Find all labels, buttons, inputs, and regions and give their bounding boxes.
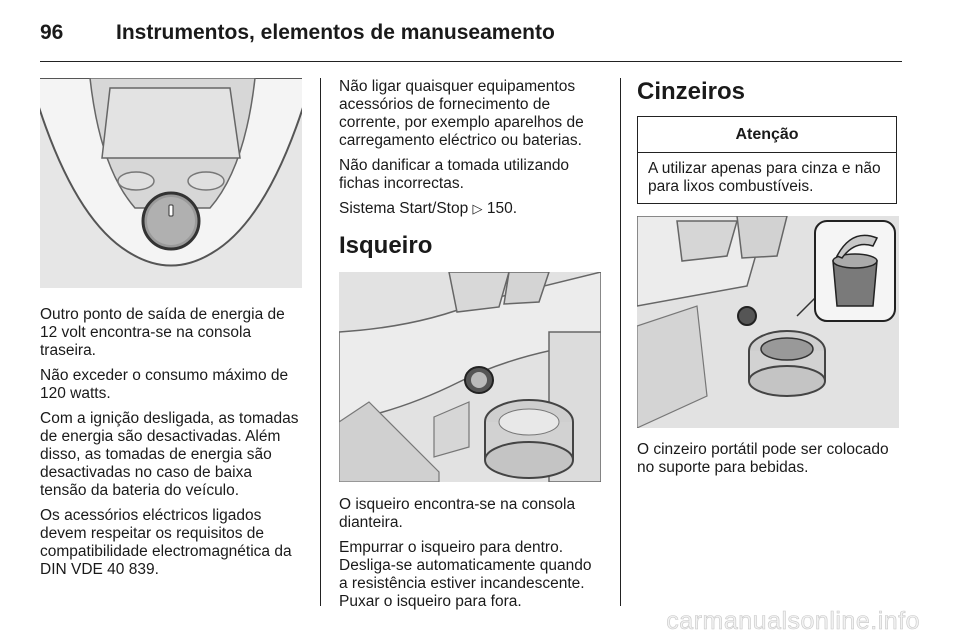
caution-box [637,116,897,204]
column-1 [40,78,302,586]
page-title: Instrumentos, elementos de manuseamento [116,21,555,44]
cross-reference-page: 150. [486,200,518,217]
column-2 [339,78,603,618]
header-rule [40,61,902,62]
column-3 [637,78,899,484]
paragraph: Outro ponto de saída de energia de 12 volt encontra-se na consola traseira. [40,306,285,359]
page-number: 96 [40,21,64,44]
paragraph: Os acessórios eléctricos ligados devem respeitar os requisitos de compatibilidade electromagnética da DIN VDE 40 839. [40,507,292,578]
section-heading: Isqueiro [339,232,433,259]
paragraph: Empurrar o isqueiro para dentro. Desliga-se automaticamente quando a resistência estiver incandescente. Puxar o isqueiro para fora. [339,539,592,610]
column-divider [620,78,621,606]
ashtray-illustration [637,216,899,428]
power-outlet-illustration [40,78,302,288]
caution-title: Atenção [638,117,896,153]
paragraph: Não danificar a tomada utilizando fichas incorrectas. [339,157,570,192]
column-divider [320,78,321,606]
section-heading: Cinzeiros [637,78,746,105]
paragraph: Não ligar quaisquer equipamentos acessórios de fornecimento de corrente, por exemplo aparelhos de carregamento eléctrico ou baterias. [339,78,584,149]
paragraph: Com a ignição desligada, as tomadas de energia são desactivadas. Além disso, as tomadas de energia são desactivadas no caso de baixa tensão da bateria do veículo. [40,410,299,499]
paragraph: O cinzeiro portátil pode ser colocado no suporte para bebidas. [637,441,889,476]
page-header [40,18,555,48]
paragraph: Não exceder o consumo máximo de 120 watts. [40,367,289,402]
cigarette-lighter-illustration [339,272,601,482]
cross-reference-text: Sistema Start/Stop [339,200,469,217]
caution-text: A utilizar apenas para cinza e não para lixos combustíveis. [648,160,881,195]
watermark: carmanualsonline.info [666,607,920,635]
paragraph: O isqueiro encontra-se na consola dianteira. [339,496,576,531]
page-reference-icon: ▷ [472,201,483,216]
cross-reference[interactable] [339,200,603,218]
